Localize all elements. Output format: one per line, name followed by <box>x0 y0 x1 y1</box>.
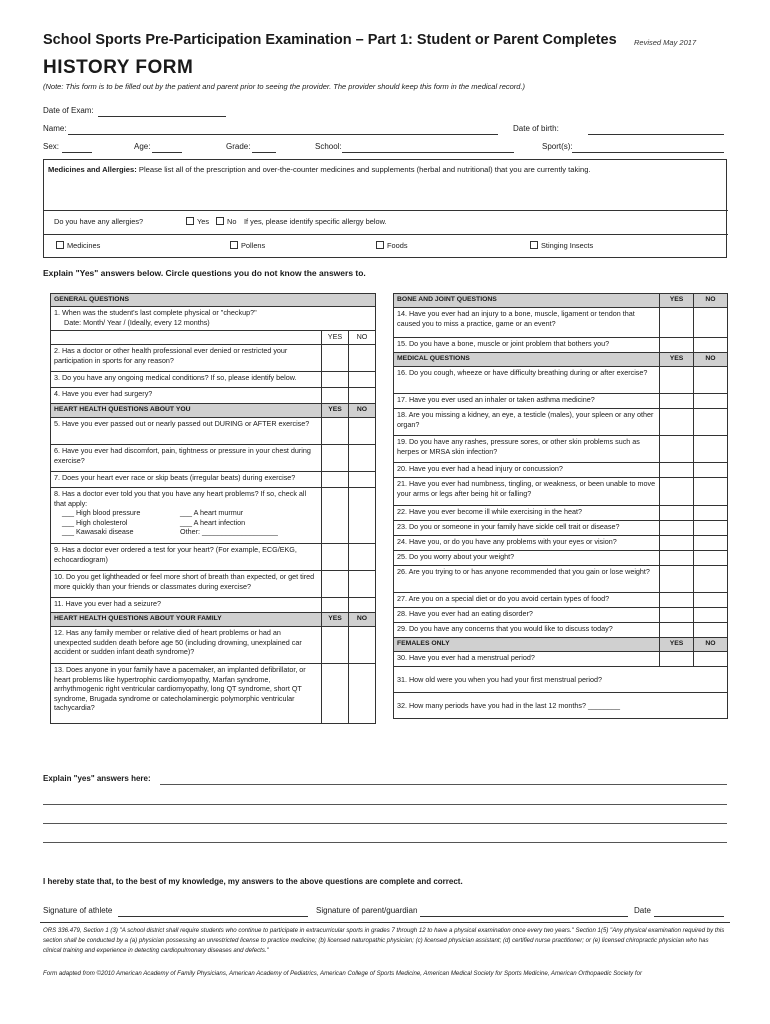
q8-no-cell[interactable] <box>349 488 376 544</box>
question-1b: Date: Month/ Year / (Ideally, every 12 months) <box>64 317 210 327</box>
q14-no-cell[interactable] <box>694 308 728 338</box>
question-row <box>51 571 376 598</box>
q2-yes-cell[interactable] <box>322 345 349 372</box>
question-8-prompt: 8. Has a doctor ever told you that you have any heart problems? If so, check all that apply: <box>54 489 307 508</box>
question-row <box>51 544 376 571</box>
q10-no-cell[interactable] <box>349 571 376 598</box>
question-row <box>394 367 728 394</box>
medical-no-label: NO <box>694 353 728 367</box>
q29-no-cell[interactable] <box>694 623 728 638</box>
explain-here-label: Explain "yes" answers here: <box>43 774 151 783</box>
q3-no-cell[interactable] <box>349 372 376 388</box>
q21-yes-cell[interactable] <box>660 478 694 506</box>
question-row <box>394 338 728 353</box>
question-26-text: 26. Are you trying to or has anyone recommended that you gain or lose weight? <box>394 566 660 593</box>
medical-yes-label: YES <box>660 353 694 367</box>
question-row <box>394 566 728 593</box>
q4-yes-cell[interactable] <box>322 388 349 404</box>
q8-yes-cell[interactable] <box>322 488 349 544</box>
question-row <box>394 551 728 566</box>
athlete-signature-label: Signature of athlete <box>43 906 113 915</box>
grade-field[interactable] <box>252 142 276 153</box>
name-label: Name: <box>43 124 67 133</box>
question-31-text[interactable]: 31. How old were you when you had your first menstrual period? <box>394 667 728 693</box>
spacer-cell <box>51 331 322 345</box>
ors-statute-text: ORS 336.479, Section 1 (3) "A school district shall require students who continue to participate in extracurricular sports in grades 7 through 12 to have a physical examination once every two years." Section 1(5) "Any physical examination required by this section shall be conducted by a (a) physician possessing an unrestricted license to practice medicine; (b) licensed naturopathic physician; (c) licensed physician assistant; (d) certified nurse practitioner; or (e) licensed chiropractic physician who has clinical training and experience in detecting cardiopulmonary diseases and defects." <box>43 927 725 954</box>
q29-yes-cell[interactable] <box>660 623 694 638</box>
date-of-exam-field[interactable] <box>98 106 226 117</box>
form-note: (Note: This form is to be filled out by the patient and parent prior to seeing the provider. The provider should keep this form in the medical record.) <box>43 82 526 91</box>
allergy-stinging-label: Stinging Insects <box>541 241 594 250</box>
school-field[interactable] <box>342 142 514 153</box>
medicines-entry-area[interactable] <box>50 182 710 212</box>
question-row <box>51 307 376 331</box>
date-of-exam-label: Date of Exam: <box>43 106 94 115</box>
question-row <box>51 472 376 488</box>
question-row <box>394 506 728 521</box>
question-row <box>394 667 728 693</box>
parent-signature-field[interactable] <box>420 906 628 917</box>
general-header-cell: GENERAL QUESTIONS <box>51 294 376 307</box>
explain-line[interactable] <box>160 784 727 785</box>
question-row <box>51 418 376 445</box>
footer-divider <box>40 922 730 923</box>
date-field[interactable] <box>654 906 724 917</box>
q18-no-cell[interactable] <box>694 409 728 436</box>
allergy-if-yes: If yes, please identify specific allergy below. <box>244 217 387 226</box>
school-label: School: <box>315 142 342 151</box>
q8-infection[interactable]: ___ A heart infection <box>180 517 246 527</box>
explain-instructions: Explain "Yes" answers below. Circle questions you do not know the answers to. <box>43 268 366 278</box>
question-row <box>51 627 376 664</box>
allergy-foods-checkbox[interactable] <box>376 241 384 249</box>
question-3-text: 3. Do you have any ongoing medical conditions? If so, please identify below. <box>51 372 322 388</box>
q4-no-cell[interactable] <box>349 388 376 404</box>
question-30-text: 30. Have you ever had a menstrual period? <box>394 652 660 667</box>
question-24-text: 24. Have you, or do you have any problems with your eyes or vision? <box>394 536 660 551</box>
heart-family-no-label: NO <box>349 613 376 627</box>
question-7-text: 7. Does your heart ever race or skip beats (irregular beats) during exercise? <box>51 472 322 488</box>
allergy-pollens-label: Pollens <box>241 241 266 250</box>
question-32-text[interactable]: 32. How many periods have you had in the last 12 months? ________ <box>394 693 728 719</box>
question-27-text: 27. Are you on a special diet or do you avoid certain types of food? <box>394 593 660 608</box>
allergy-yes-option[interactable] <box>186 217 209 226</box>
sport-label: Sport(s): <box>542 142 573 151</box>
explain-line[interactable] <box>43 842 727 843</box>
q8-other[interactable]: Other: ___________________ <box>180 527 278 537</box>
q30-yes-cell[interactable] <box>660 652 694 667</box>
q9-yes-cell[interactable] <box>322 544 349 571</box>
heart-you-header <box>51 404 376 418</box>
date-label: Date <box>634 906 651 915</box>
q5-no-cell[interactable] <box>349 418 376 445</box>
q17-no-cell[interactable] <box>694 394 728 409</box>
medicines-allergies-box <box>43 159 727 258</box>
age-label: Age: <box>134 142 151 151</box>
q8-high-bp[interactable]: ___ High blood pressure <box>62 508 141 518</box>
question-22-text: 22. Have you ever become ill while exercising in the heat? <box>394 506 660 521</box>
question-row <box>51 388 376 404</box>
question-row <box>394 308 728 338</box>
question-row <box>51 664 376 724</box>
allergy-medicines-checkbox[interactable] <box>56 241 64 249</box>
q17-yes-cell[interactable] <box>660 394 694 409</box>
question-row <box>51 598 376 613</box>
question-row <box>51 345 376 372</box>
question-row <box>394 593 728 608</box>
q13-yes-cell[interactable] <box>322 664 349 724</box>
allergy-question: Do you have any allergies? <box>54 217 144 226</box>
allergy-pollens-checkbox[interactable] <box>230 241 238 249</box>
question-row <box>394 463 728 478</box>
q18-yes-cell[interactable] <box>660 409 694 436</box>
question-11-text: 11. Have you ever had a seizure? <box>51 598 322 613</box>
q26-yes-cell[interactable] <box>660 566 694 593</box>
q23-yes-cell[interactable] <box>660 521 694 536</box>
question-18-text: 18. Are you missing a kidney, an eye, a testicle (males), your spleen or any other organ? <box>394 409 660 436</box>
adapted-credit: Form adapted from ©2010 American Academy of Family Physicians, American Academy of Pediatrics, American College of Sports Medicine, American Medical Society for Sports Medicine, American Orthopaedic Society for <box>43 970 642 977</box>
q27-yes-cell[interactable] <box>660 593 694 608</box>
question-29-text: 29. Do you have any concerns that you would like to discuss today? <box>394 623 660 638</box>
q11-yes-cell[interactable] <box>322 598 349 613</box>
heart-family-header-cell: HEART HEALTH QUESTIONS ABOUT YOUR FAMILY <box>51 613 322 627</box>
females-no-label: NO <box>694 638 728 652</box>
left-question-table <box>50 293 376 724</box>
q5-yes-cell[interactable] <box>322 418 349 445</box>
q16-yes-cell[interactable] <box>660 367 694 394</box>
question-row <box>394 693 728 719</box>
females-header-cell: FEMALES ONLY <box>394 638 660 652</box>
question-row <box>394 409 728 436</box>
athlete-signature-field[interactable] <box>118 906 308 917</box>
q21-no-cell[interactable] <box>694 478 728 506</box>
q22-no-cell[interactable] <box>694 506 728 521</box>
q12-no-cell[interactable] <box>349 627 376 664</box>
q25-no-cell[interactable] <box>694 551 728 566</box>
question-1a: 1. When was the student's last complete physical or "checkup?" <box>54 308 257 317</box>
question-1-text <box>51 307 376 331</box>
q7-no-cell[interactable] <box>349 472 376 488</box>
q20-no-cell[interactable] <box>694 463 728 478</box>
q20-yes-cell[interactable] <box>660 463 694 478</box>
q22-yes-cell[interactable] <box>660 506 694 521</box>
question-28-text: 28. Have you ever had an eating disorder? <box>394 608 660 623</box>
heart-family-header <box>51 613 376 627</box>
q12-yes-cell[interactable] <box>322 627 349 664</box>
q2-no-cell[interactable] <box>349 345 376 372</box>
q7-yes-cell[interactable] <box>322 472 349 488</box>
question-25-text: 25. Do you worry about your weight? <box>394 551 660 566</box>
q23-no-cell[interactable] <box>694 521 728 536</box>
q19-no-cell[interactable] <box>694 436 728 463</box>
q28-yes-cell[interactable] <box>660 608 694 623</box>
explain-line[interactable] <box>43 823 727 824</box>
allergy-yes-label: Yes <box>197 217 210 226</box>
medicines-text: Please list all of the prescription and over-the-counter medicines and supplements (herbal and nutritional) that you are currently taking. <box>138 165 591 174</box>
question-row <box>394 436 728 463</box>
question-10-text: 10. Do you get lightheaded or feel more short of breath than expected, or get tired more quickly than your friends or classmates during exercise? <box>51 571 322 598</box>
allergy-yes-checkbox[interactable] <box>186 217 194 225</box>
medicines-label: Medicines and Allergies: <box>48 165 137 174</box>
allergy-pollens-option[interactable] <box>230 241 265 250</box>
question-23-text: 23. Do you or someone in your family have sickle cell trait or disease? <box>394 521 660 536</box>
general-yes-no-row <box>51 331 376 345</box>
dob-field[interactable] <box>588 124 724 135</box>
question-17-text: 17. Have you ever used an inhaler or taken asthma medicine? <box>394 394 660 409</box>
q13-no-cell[interactable] <box>349 664 376 724</box>
heart-you-yes-label: YES <box>322 404 349 418</box>
medicines-instructions <box>48 165 591 174</box>
grade-label: Grade: <box>226 142 251 151</box>
question-row <box>51 488 376 544</box>
q27-no-cell[interactable] <box>694 593 728 608</box>
allergy-foods-option[interactable] <box>376 241 408 250</box>
q8-murmur[interactable]: ___ A heart murmur <box>180 508 244 518</box>
parent-signature-label: Signature of parent/guardian <box>316 906 418 915</box>
explain-line[interactable] <box>43 804 727 805</box>
q14-yes-cell[interactable] <box>660 308 694 338</box>
q8-cholesterol[interactable]: ___ High cholesterol <box>62 517 128 527</box>
general-yes-label: YES <box>322 331 349 345</box>
q8-option-row <box>54 518 318 528</box>
q26-no-cell[interactable] <box>694 566 728 593</box>
question-9-text: 9. Has a doctor ever ordered a test for your heart? (For example, ECG/EKG, echocardiogram) <box>51 544 322 571</box>
revised-date: Revised May 2017 <box>634 38 697 47</box>
sex-label: Sex: <box>43 142 60 151</box>
q6-yes-cell[interactable] <box>322 445 349 472</box>
q24-no-cell[interactable] <box>694 536 728 551</box>
bone-yes-label: YES <box>660 294 694 308</box>
question-14-text: 14. Have you ever had an injury to a bone, muscle, ligament or tendon that caused you to miss a practice, game or an event? <box>394 308 660 338</box>
allergy-no-label: No <box>227 217 237 226</box>
q11-no-cell[interactable] <box>349 598 376 613</box>
question-row <box>51 372 376 388</box>
question-21-text: 21. Have you ever had numbness, tingling, or weakness, or been unable to move your arms or legs after being hit or falling? <box>394 478 660 506</box>
medical-questions-header <box>394 353 728 367</box>
question-row <box>394 623 728 638</box>
question-row <box>394 536 728 551</box>
question-4-text: 4. Have you ever had surgery? <box>51 388 322 404</box>
heart-you-no-label: NO <box>349 404 376 418</box>
q16-no-cell[interactable] <box>694 367 728 394</box>
q19-yes-cell[interactable] <box>660 436 694 463</box>
q15-no-cell[interactable] <box>694 338 728 353</box>
sex-field[interactable] <box>62 142 92 153</box>
form-title: HISTORY FORM <box>43 57 194 78</box>
q9-no-cell[interactable] <box>349 544 376 571</box>
question-row <box>394 521 728 536</box>
question-15-text: 15. Do you have a bone, muscle or joint problem that bothers you? <box>394 338 660 353</box>
heart-family-yes-label: YES <box>322 613 349 627</box>
heart-you-header-cell: HEART HEALTH QUESTIONS ABOUT YOU <box>51 404 322 418</box>
question-row <box>51 445 376 472</box>
q25-yes-cell[interactable] <box>660 551 694 566</box>
question-8-text <box>51 488 322 544</box>
page-title: School Sports Pre-Participation Examination – Part 1: Student or Parent Completes <box>43 32 617 48</box>
q8-kawasaki[interactable]: ___ Kawasaki disease <box>62 527 134 537</box>
allergy-foods-label: Foods <box>387 241 408 250</box>
q10-yes-cell[interactable] <box>322 571 349 598</box>
question-12-text: 12. Has any family member or relative died of heart problems or had an unexpected sudden death before age 50 (including drowning, unexplained car accident or sudden infant death syndrome)? <box>51 627 322 664</box>
general-questions-header <box>51 294 376 307</box>
allergy-divider <box>44 210 728 211</box>
bone-joint-header <box>394 294 728 308</box>
q15-yes-cell[interactable] <box>660 338 694 353</box>
general-no-label: NO <box>349 331 376 345</box>
question-20-text: 20. Have you ever had a head injury or concussion? <box>394 463 660 478</box>
q8-option-row <box>54 527 318 537</box>
question-6-text: 6. Have you ever had discomfort, pain, tightness or pressure in your chest during exercise? <box>51 445 322 472</box>
question-row <box>394 652 728 667</box>
name-field[interactable] <box>68 124 498 135</box>
question-5-text: 5. Have you ever passed out or nearly passed out DURING or AFTER exercise? <box>51 418 322 445</box>
females-only-header <box>394 638 728 652</box>
females-yes-label: YES <box>660 638 694 652</box>
q3-yes-cell[interactable] <box>322 372 349 388</box>
allergy-medicines-option[interactable] <box>56 241 100 250</box>
medical-header-cell: MEDICAL QUESTIONS <box>394 353 660 367</box>
question-19-text: 19. Do you have any rashes, pressure sores, or other skin problems such as herpes or MRSA skin infection? <box>394 436 660 463</box>
q28-no-cell[interactable] <box>694 608 728 623</box>
dob-label: Date of birth: <box>513 124 559 133</box>
q8-option-row <box>54 508 318 518</box>
q30-no-cell[interactable] <box>694 652 728 667</box>
allergy-stinging-checkbox[interactable] <box>530 241 538 249</box>
question-2-text: 2. Has a doctor or other health professional ever denied or restricted your participation in sports for any reason? <box>51 345 322 372</box>
question-row <box>394 478 728 506</box>
q6-no-cell[interactable] <box>349 445 376 472</box>
allergy-medicines-label: Medicines <box>67 241 101 250</box>
allergy-no-checkbox[interactable] <box>216 217 224 225</box>
right-question-table <box>393 293 728 719</box>
question-row <box>394 394 728 409</box>
allergy-no-option[interactable] <box>216 217 236 226</box>
allergy-types-divider <box>44 234 728 235</box>
bone-header-cell: BONE AND JOINT QUESTIONS <box>394 294 660 308</box>
question-16-text: 16. Do you cough, wheeze or have difficulty breathing during or after exercise? <box>394 367 660 394</box>
question-row <box>394 608 728 623</box>
question-13-text: 13. Does anyone in your family have a pacemaker, an implanted defibrillator, or heart problems like hypertrophic cardiomyopathy, Marfan syndrome, arrhythmogenic right ventricular cardiomyopathy, long QT syndrome, short QT syndrome, Brugada syndrome or catecholaminergic polymorphic ventricular tachycardia? <box>51 664 322 724</box>
attestation-statement: I hereby state that, to the best of my knowledge, my answers to the above questions are complete and correct. <box>43 877 463 886</box>
sport-field[interactable] <box>572 142 724 153</box>
allergy-stinging-option[interactable] <box>530 241 593 250</box>
bone-no-label: NO <box>694 294 728 308</box>
age-field[interactable] <box>152 142 182 153</box>
q24-yes-cell[interactable] <box>660 536 694 551</box>
